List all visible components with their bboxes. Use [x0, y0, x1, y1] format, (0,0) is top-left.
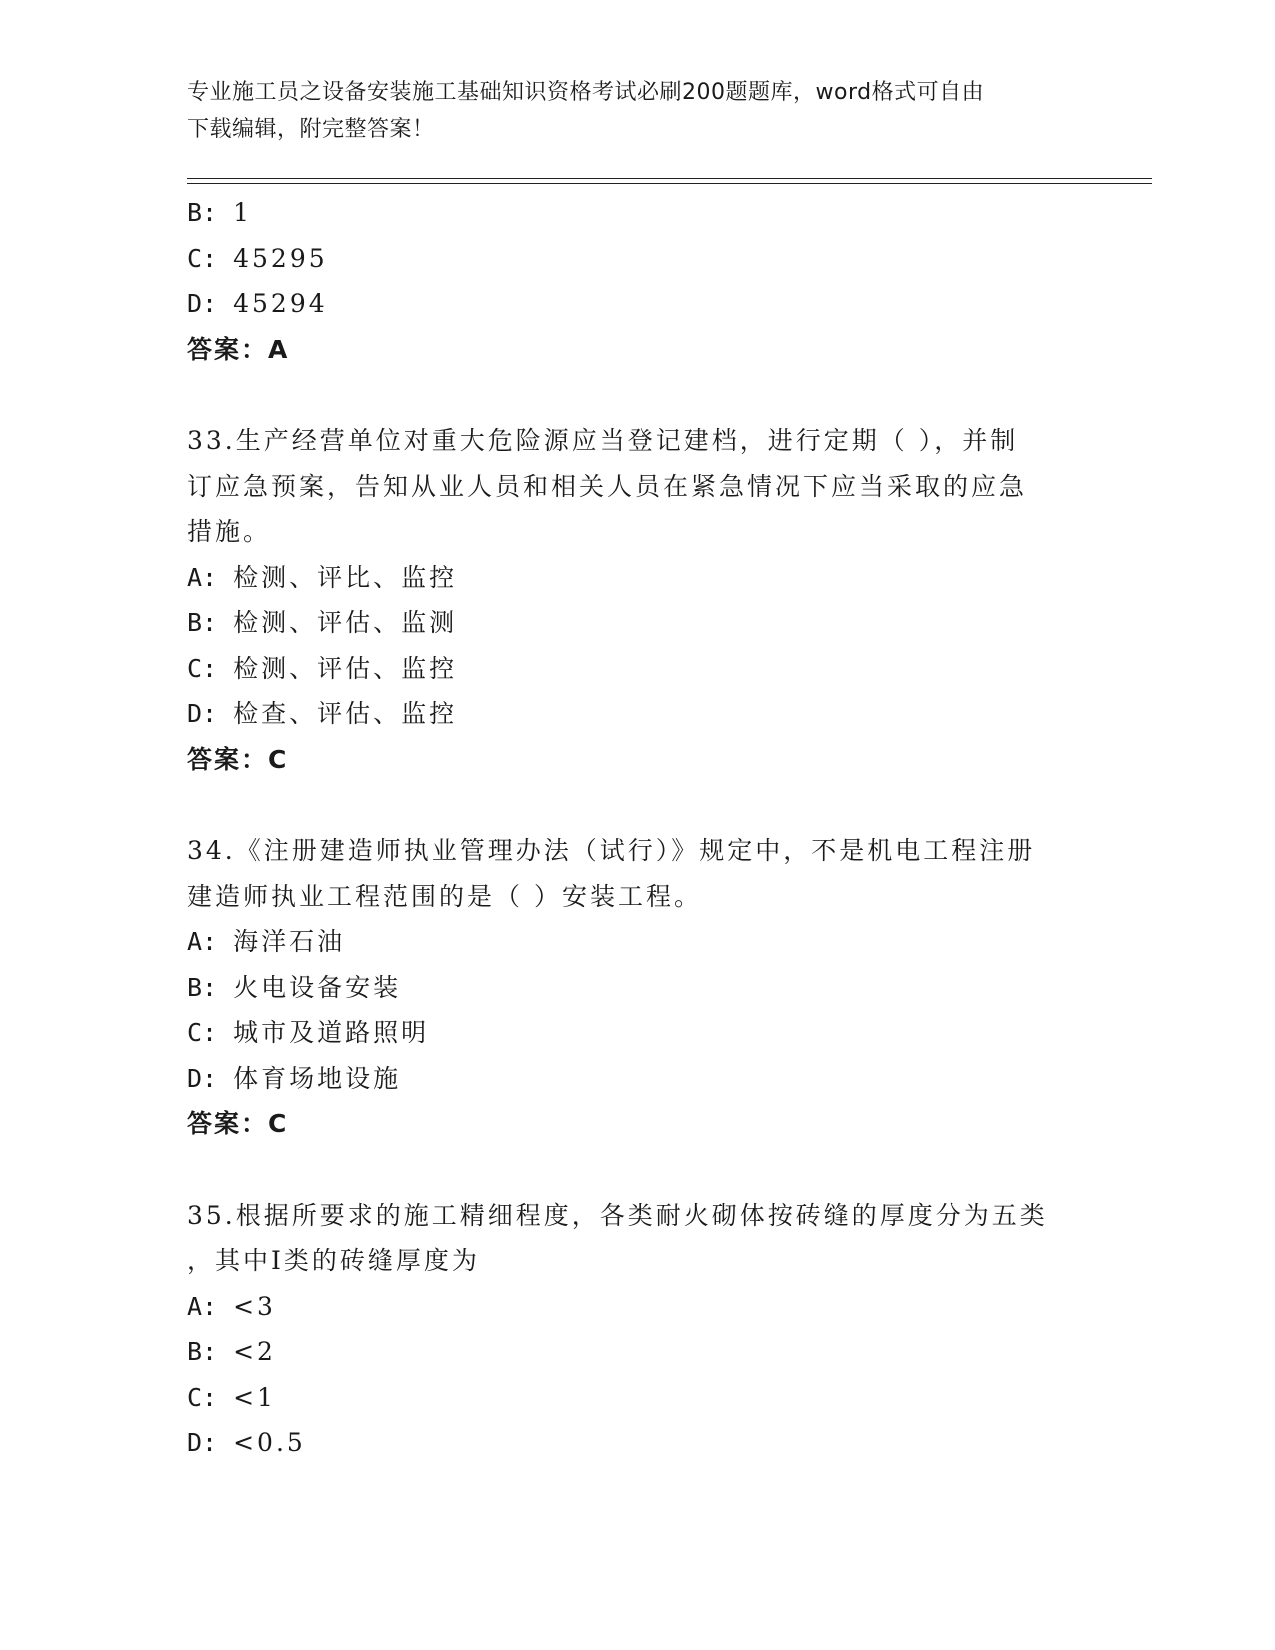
- header-title-line-2: 下载编辑，附完整答案！: [187, 117, 435, 142]
- option-d: [187, 1420, 1087, 1466]
- option-a: [187, 555, 1087, 601]
- option-text: 城市及道路照明: [233, 1018, 430, 1047]
- option-key: C:: [187, 243, 218, 273]
- question-stem: [187, 1193, 1067, 1284]
- spacer: [187, 372, 1087, 418]
- stem-line: 35.根据所要求的施工精细程度，各类耐火砌体按砖缝的厚度分为五类: [187, 1200, 1048, 1230]
- option-text: 检测、评估、监测: [233, 608, 458, 637]
- question-34: [187, 828, 1087, 1147]
- option-key: C:: [187, 1382, 218, 1412]
- question-stem: [187, 418, 1067, 555]
- option-c: [187, 236, 1087, 282]
- stem-line: 33.生产经营单位对重大危险源应当登记建档，进行定期（ ），并制: [187, 426, 1019, 455]
- option-key: B:: [187, 972, 218, 1002]
- option-text: 检测、评估、监控: [233, 653, 458, 683]
- option-text: 45295: [233, 243, 328, 273]
- option-b: [187, 965, 1087, 1011]
- option-text: 体育场地设施: [233, 1063, 402, 1093]
- option-text: <1: [233, 1382, 276, 1412]
- option-key: D:: [187, 289, 218, 318]
- option-text: 1: [233, 198, 253, 227]
- option-text: <3: [233, 1291, 276, 1321]
- stem-line: 34.《注册建造师执业管理办法（试行）》规定中，不是机电工程注册: [187, 836, 1036, 865]
- answer-line: 答案：C: [187, 1109, 289, 1138]
- option-key: C:: [187, 653, 218, 683]
- option-a: [187, 1284, 1087, 1330]
- option-text: 45294: [233, 289, 328, 318]
- option-key: A:: [187, 927, 218, 956]
- stem-line: ，其中I类的砖缝厚度为: [187, 1246, 480, 1275]
- option-key: A:: [187, 562, 218, 592]
- header-title-line-1: 专业施工员之设备安装施工基础知识资格考试必刷200题题库，word格式可自由: [187, 80, 985, 105]
- option-d: [187, 691, 1087, 737]
- option-b: [187, 1329, 1087, 1375]
- header-divider: [187, 178, 1152, 184]
- option-d: [187, 281, 1087, 327]
- option-text: 检查、评估、监控: [233, 699, 458, 728]
- option-text: <2: [233, 1337, 276, 1366]
- stem-line: 措施。: [187, 517, 272, 546]
- option-text: 检测、评比、监控: [233, 562, 458, 592]
- question-33: [187, 418, 1087, 782]
- spacer: [187, 1147, 1087, 1193]
- option-key: A:: [187, 1291, 218, 1321]
- question-35: [187, 1193, 1087, 1466]
- question-32-tail: [187, 190, 1087, 372]
- option-text: 海洋石油: [233, 927, 346, 956]
- option-key: D:: [187, 699, 218, 728]
- option-text: 火电设备安装: [233, 972, 402, 1002]
- spacer: [187, 782, 1087, 828]
- option-b: [187, 600, 1087, 646]
- stem-line: 建造师执业工程范围的是（ ）安装工程。: [187, 881, 702, 911]
- option-key: D:: [187, 1428, 218, 1457]
- option-d: [187, 1056, 1087, 1102]
- document-header: [187, 74, 1087, 148]
- option-text: <0.5: [233, 1428, 306, 1457]
- option-c: [187, 1375, 1087, 1421]
- option-b: [187, 190, 1087, 236]
- answer-line: 答案：C: [187, 744, 289, 774]
- option-c: [187, 1010, 1087, 1056]
- option-key: B:: [187, 608, 218, 637]
- option-key: B:: [187, 1337, 218, 1366]
- option-key: B:: [187, 198, 218, 227]
- question-stem: [187, 828, 1067, 919]
- answer-line: 答案：A: [187, 334, 290, 364]
- option-a: [187, 919, 1087, 965]
- option-c: [187, 646, 1087, 692]
- stem-line: 订应急预案，告知从业人员和相关人员在紧急情况下应当采取的应急: [187, 471, 1028, 501]
- option-key: C:: [187, 1018, 218, 1047]
- option-key: D:: [187, 1063, 218, 1093]
- question-content: [187, 190, 1087, 1466]
